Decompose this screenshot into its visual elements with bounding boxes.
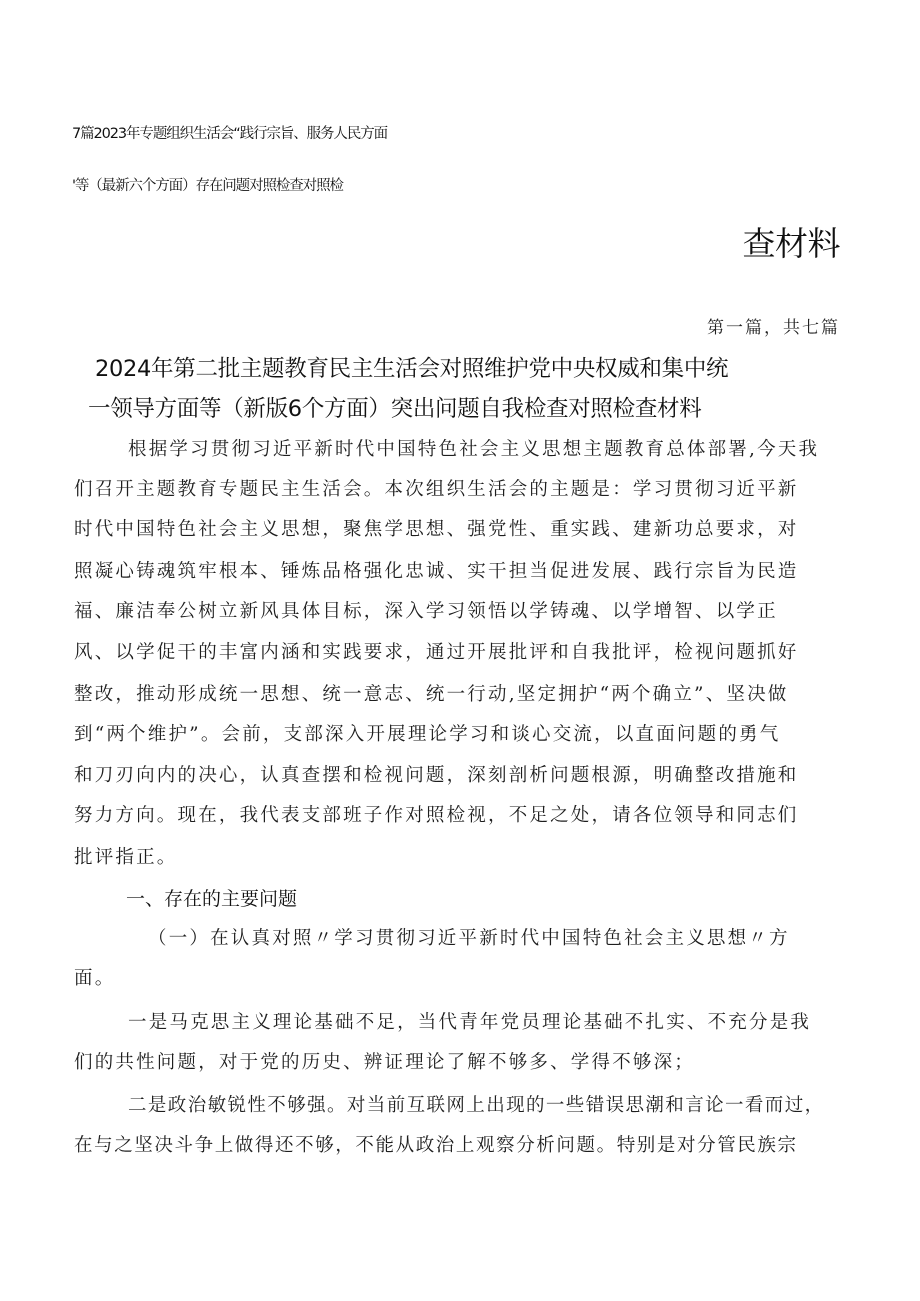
intro-line: 照凝心铸魂筑牢根本、锤炼品格强化忠诚、实干担当促进发展、践行宗旨为民造 xyxy=(74,561,799,582)
subsection-line: （一）在认真对照〃学习贯彻习近平新时代中国特色社会主义思想〃方 xyxy=(148,928,790,949)
intro-line: 福、廉洁奉公树立新风具体目标，深入学习领悟以学铸魂、以学增智、以学正 xyxy=(74,601,778,622)
document-title-line-3: 查材料 xyxy=(742,224,840,263)
point-line: 二是政治敏锐性不够强。对当前互联网上出现的一些错误思潮和言论一看而过， xyxy=(128,1095,825,1116)
subtitle-line-2: 一领导方面等（新版6个方面）突出问题自我检查对照检查材料 xyxy=(88,396,702,422)
part-label: 第一篇，共七篇 xyxy=(707,318,840,338)
intro-line: 时代中国特色社会主义思想，聚焦学思想、强党性、重实践、建新功总要求，对 xyxy=(74,519,799,540)
subsection-line: 面。 xyxy=(74,968,116,989)
intro-line: 努力方向。现在，我代表支部班子作对照检视，不足之处，请各位领导和同志们 xyxy=(74,805,799,826)
intro-line: 整改，推动形成统一思想、统一意志、统一行动,坚定拥护“两个确立”、坚决做 xyxy=(74,684,789,705)
document-title-line-1: 7篇2023年专题组织生活会“践行宗旨、服务人民方面 xyxy=(72,126,388,142)
subtitle-line-1: 2024年第二批主题教育民主生活会对照维护党中央权威和集中统 xyxy=(95,356,729,382)
intro-line: 批评指正。 xyxy=(74,847,178,868)
intro-line: 到“两个维护”。会前，支部深入开展理论学习和谈心交流，以直面问题的勇气 xyxy=(74,724,781,745)
document-title-line-2: '等（最新六个方面）存在问题对照检查对照检 xyxy=(72,178,343,194)
point-line: 一是马克思主义理论基础不足，当代青年党员理论基础不扎实、不充分是我 xyxy=(128,1012,812,1033)
intro-line: 根据学习贯彻习近平新时代中国特色社会主义思想主题教育总体部署,今天我 xyxy=(128,439,820,460)
intro-line: 风、以学促干的丰富内涵和实践要求，通过开展批评和自我批评，检视问题抓好 xyxy=(74,642,799,663)
intro-line: 们召开主题教育专题民主生活会。本次组织生活会的主题是：学习贯彻习近平新 xyxy=(74,479,799,500)
point-line: 们的共性问题，对于党的历史、辨证理论了解不够多、学得不够深； xyxy=(74,1052,696,1073)
intro-line: 和刀刃向内的决心，认真查摆和检视问题，深刻剖析问题根源，明确整改措施和 xyxy=(74,765,799,786)
point-line: 在与之坚决斗争上做得还不够，不能从政治上观察分析问题。特别是对分管民族宗 xyxy=(74,1135,798,1156)
section-heading: 一、存在的主要问题 xyxy=(126,888,298,910)
